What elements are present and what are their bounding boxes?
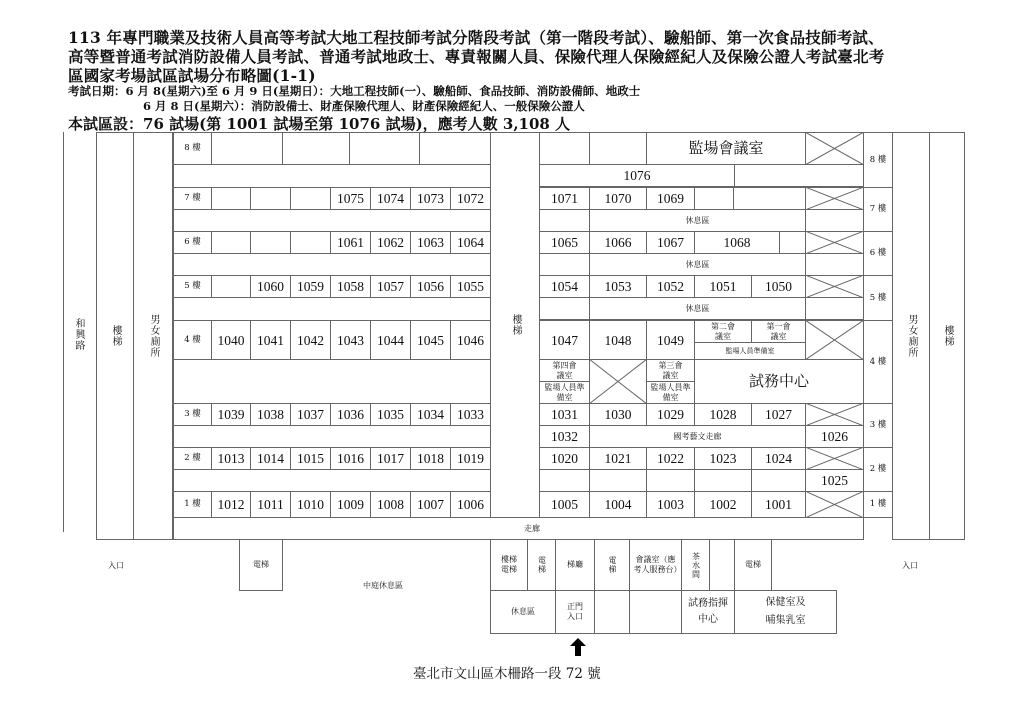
left-restroom bbox=[133, 132, 173, 540]
room-number: 1031 bbox=[551, 407, 578, 422]
exam-room bbox=[370, 491, 411, 518]
room-number: 1035 bbox=[377, 407, 404, 422]
road-line bbox=[63, 132, 64, 532]
art-corridor bbox=[589, 425, 806, 448]
room-1005 bbox=[539, 491, 590, 518]
room-number: 1067 bbox=[657, 235, 684, 250]
room-empty bbox=[589, 469, 647, 492]
exam-room bbox=[646, 275, 695, 298]
room-number: 1074 bbox=[377, 191, 404, 206]
room-1024 bbox=[751, 447, 806, 470]
corridor-label: 走廊 bbox=[524, 523, 540, 533]
room-number: 1045 bbox=[417, 332, 444, 348]
room-number: 1012 bbox=[217, 497, 245, 512]
page-title-line-3: 區國家考場試區試場分布略圖(1-1) bbox=[68, 66, 316, 85]
room-empty bbox=[539, 297, 590, 320]
room-empty bbox=[805, 253, 864, 276]
room-number: 1021 bbox=[604, 451, 632, 466]
room-empty bbox=[419, 132, 491, 165]
room-number: 1004 bbox=[604, 497, 632, 512]
floor-label-4 bbox=[173, 320, 212, 360]
exam-room bbox=[290, 403, 331, 426]
room-number: 1048 bbox=[604, 332, 632, 348]
room-number: 1059 bbox=[297, 279, 324, 294]
room-number: 1007 bbox=[417, 497, 444, 512]
elevator-lobby bbox=[555, 539, 595, 591]
rest-area-label: 休息區 bbox=[685, 303, 710, 313]
room-number: 1046 bbox=[457, 332, 484, 348]
arrow-up-icon bbox=[570, 638, 586, 656]
exam-room bbox=[410, 447, 451, 470]
art-corridor-label: 國考藝文走廊 bbox=[673, 431, 722, 441]
exam-room bbox=[370, 275, 411, 298]
exam-room bbox=[290, 491, 331, 518]
command-center-label: 試務指揮中心 bbox=[688, 598, 728, 625]
room-number: 1019 bbox=[457, 451, 484, 466]
room-empty bbox=[709, 539, 735, 591]
room-number: 1008 bbox=[377, 497, 404, 512]
cross-mark-icon bbox=[589, 359, 647, 404]
room-number: 1068 bbox=[723, 235, 751, 250]
cross-mark-icon bbox=[805, 403, 864, 426]
floor-label-text: 4 樓 bbox=[184, 334, 201, 345]
elevator-left-label: 電梯 bbox=[253, 560, 269, 569]
room-number: 1058 bbox=[337, 279, 364, 294]
floor-label-text: 1 樓 bbox=[869, 499, 887, 509]
exam-room bbox=[694, 275, 752, 298]
exam-room bbox=[370, 231, 411, 254]
exam-room bbox=[290, 275, 331, 298]
road-name: 和興路 bbox=[73, 318, 84, 351]
service-desk-label: 會議室（應考人服務台） bbox=[633, 555, 682, 574]
floor-label-4-right bbox=[863, 320, 893, 404]
room-number: 1039 bbox=[217, 407, 245, 422]
room-1002 bbox=[694, 491, 752, 518]
room-number: 1043 bbox=[337, 332, 364, 348]
room-number: 1050 bbox=[765, 279, 792, 294]
room-number: 1047 bbox=[551, 332, 578, 348]
room-number: 1015 bbox=[297, 451, 324, 466]
room-1031 bbox=[539, 403, 590, 426]
floor-label-text: 7 樓 bbox=[869, 204, 887, 214]
right-restroom bbox=[892, 132, 930, 540]
proctor-prep-label: 監場人員準備室 bbox=[544, 382, 585, 402]
left-stairs-label: 樓梯 bbox=[110, 325, 121, 347]
exam-room bbox=[646, 231, 695, 254]
proctor-prep-room-3 bbox=[646, 381, 695, 404]
meeting-room-4 bbox=[539, 359, 590, 382]
room-number: 1018 bbox=[417, 451, 444, 466]
corridor bbox=[173, 517, 864, 540]
room-number: 1070 bbox=[604, 191, 632, 206]
floor-label-text: 8 樓 bbox=[184, 143, 201, 153]
room-number: 1003 bbox=[657, 497, 684, 512]
right-stairs bbox=[929, 132, 965, 540]
floor-label-text: 7 樓 bbox=[184, 193, 201, 203]
exam-room bbox=[330, 231, 371, 254]
room-number: 1054 bbox=[551, 279, 578, 294]
room-number: 1026 bbox=[821, 429, 848, 444]
health-nursing-room bbox=[734, 590, 837, 634]
exam-room bbox=[450, 275, 491, 298]
exam-room bbox=[539, 231, 590, 254]
main-entrance bbox=[555, 590, 595, 634]
exam-room bbox=[694, 231, 780, 254]
exam-room bbox=[290, 231, 331, 254]
floor-label-1 bbox=[173, 491, 212, 518]
room-1049 bbox=[646, 320, 695, 360]
room-empty bbox=[594, 590, 630, 634]
cross-mark-icon bbox=[805, 275, 864, 298]
meeting-room-1-label: 第一會議室 bbox=[766, 321, 791, 341]
room-number: 1075 bbox=[337, 191, 364, 206]
room-number: 1040 bbox=[217, 332, 245, 348]
room-empty bbox=[539, 253, 590, 276]
rest-area-label: 休息區 bbox=[685, 259, 710, 269]
room-number: 1020 bbox=[551, 451, 578, 466]
floor-label-text: 8 樓 bbox=[869, 154, 887, 165]
page-title-line-2: 高等暨普通考試消防設備人員考試、普通考試地政士、專責報關人員、保險代理人保險經紀人及保險公證人考試臺北考 bbox=[68, 47, 885, 66]
room-empty bbox=[646, 469, 695, 492]
room-empty bbox=[539, 469, 590, 492]
exam-room bbox=[539, 187, 590, 210]
health-room-label: 保健室及哺集乳室 bbox=[765, 597, 806, 626]
floor-label-6 bbox=[173, 231, 212, 254]
proctor-prep-room-4 bbox=[539, 381, 590, 404]
floor-label-text: 2 樓 bbox=[184, 453, 201, 463]
right-stairs-label: 樓梯 bbox=[942, 325, 953, 347]
room-empty bbox=[282, 132, 350, 165]
exam-room bbox=[211, 231, 251, 254]
room-number: 1014 bbox=[257, 451, 284, 466]
room-number: 1057 bbox=[377, 279, 404, 294]
exam-room bbox=[370, 403, 411, 426]
page-title-line-1: 113 年專門職業及技術人員高等考試大地工程技師考試分階段考試（第一階段考試）、驗船師、第一次食品技師考試、 bbox=[68, 28, 884, 47]
right-restroom-label: 男女廁所 bbox=[906, 314, 917, 358]
room-number: 1044 bbox=[377, 332, 404, 348]
room-1003 bbox=[646, 491, 695, 518]
room-number: 1066 bbox=[604, 235, 632, 250]
tea-room bbox=[681, 539, 710, 591]
center-stairs bbox=[490, 132, 540, 518]
exam-room bbox=[450, 447, 491, 470]
exam-room bbox=[539, 275, 590, 298]
room-empty bbox=[805, 209, 864, 232]
room-number: 1009 bbox=[337, 497, 364, 512]
room-empty bbox=[629, 590, 682, 634]
room-1048 bbox=[589, 320, 647, 360]
room-1023 bbox=[694, 447, 752, 470]
room-empty bbox=[589, 132, 647, 165]
elevator-a bbox=[527, 539, 556, 591]
elevator-left bbox=[239, 539, 283, 591]
exam-room bbox=[370, 187, 411, 210]
exam-room bbox=[250, 447, 291, 470]
room-number: 1033 bbox=[457, 407, 484, 422]
room-number: 1073 bbox=[417, 191, 444, 206]
room-number: 1022 bbox=[657, 451, 684, 466]
elevator-b-label: 電梯 bbox=[608, 556, 617, 574]
exam-room bbox=[410, 187, 451, 210]
floor-label-text: 3 樓 bbox=[184, 409, 201, 419]
room-number: 1010 bbox=[297, 497, 324, 512]
room-number: 1037 bbox=[297, 407, 324, 422]
room-number: 1056 bbox=[417, 279, 444, 294]
room-number: 1016 bbox=[337, 451, 364, 466]
exam-room bbox=[589, 187, 647, 210]
room-empty bbox=[694, 469, 752, 492]
exam-room bbox=[250, 231, 291, 254]
elevator-a-label: 電梯 bbox=[537, 556, 547, 574]
room-number: 1038 bbox=[257, 407, 284, 422]
exam-room bbox=[211, 447, 251, 470]
floor-label-text: 6 樓 bbox=[184, 237, 201, 247]
room-number: 1002 bbox=[709, 497, 737, 512]
floor-label-3-right bbox=[863, 403, 893, 448]
room-number: 1034 bbox=[417, 407, 444, 422]
exam-room bbox=[751, 275, 806, 298]
left-restroom-label: 男女廁所 bbox=[148, 314, 159, 358]
room-number: 1029 bbox=[657, 407, 684, 422]
exam-command-center bbox=[681, 590, 735, 634]
stairs-elevator bbox=[490, 539, 528, 591]
room-number: 1024 bbox=[765, 451, 792, 466]
site-summary: 本試區設：76 試場(第 1001 試場至第 1076 試場)，應考人數 3,108 人 bbox=[68, 115, 571, 133]
room-number: 1055 bbox=[457, 279, 484, 294]
room-number: 1005 bbox=[551, 497, 578, 512]
exam-room bbox=[589, 275, 647, 298]
exam-room bbox=[450, 231, 491, 254]
exam-room bbox=[250, 187, 291, 210]
exam-room bbox=[589, 231, 647, 254]
rest-area bbox=[589, 253, 806, 276]
elevator-right bbox=[734, 539, 772, 591]
room-1028 bbox=[694, 403, 752, 426]
floor-label-7-right bbox=[863, 187, 893, 232]
meeting-room-1 bbox=[751, 320, 806, 343]
room-number: 1013 bbox=[217, 451, 245, 466]
room-number: 1023 bbox=[709, 451, 737, 466]
exam-room bbox=[779, 231, 806, 254]
proctor-meeting-room bbox=[646, 132, 806, 165]
exam-room bbox=[646, 187, 695, 210]
main-entrance-label: 正門入口 bbox=[567, 602, 583, 621]
exam-center-label: 試務中心 bbox=[748, 372, 809, 390]
meeting-room-2-label: 第二會議室 bbox=[711, 321, 735, 341]
exam-room bbox=[450, 491, 491, 518]
meeting-room-3-label: 第三會議室 bbox=[658, 360, 683, 380]
exam-room bbox=[733, 187, 806, 210]
address: 臺北市文山區木柵路一段 72 號 bbox=[413, 666, 601, 682]
exam-room bbox=[450, 187, 491, 210]
floor-label-text: 5 樓 bbox=[869, 292, 887, 303]
exam-room bbox=[290, 447, 331, 470]
tea-room-label: 茶水間 bbox=[691, 551, 701, 579]
room-number: 1036 bbox=[337, 407, 364, 422]
room-number: 1064 bbox=[457, 235, 484, 250]
floor-label-7 bbox=[173, 187, 212, 210]
floor-label-8-right bbox=[863, 132, 893, 188]
room-empty bbox=[805, 297, 864, 320]
exam-room bbox=[330, 275, 371, 298]
room-empty bbox=[539, 209, 590, 232]
room-number: 1052 bbox=[657, 279, 684, 294]
floor-label-5-right bbox=[863, 275, 893, 321]
exam-room bbox=[250, 403, 291, 426]
room-number: 1065 bbox=[551, 235, 578, 250]
exam-room bbox=[211, 187, 251, 210]
exam-room bbox=[410, 491, 451, 518]
meeting-room-4-label: 第四會議室 bbox=[552, 360, 577, 380]
exam-room bbox=[330, 320, 371, 360]
courtyard-rest-area: 中庭休息區 bbox=[363, 581, 403, 590]
exam-room bbox=[410, 231, 451, 254]
room-1076 bbox=[539, 164, 735, 187]
floor-label-2 bbox=[173, 447, 212, 470]
room-number: 1032 bbox=[551, 429, 578, 444]
exam-room bbox=[211, 275, 251, 298]
floor-label-5 bbox=[173, 275, 212, 298]
entrance-left: 入口 bbox=[108, 561, 124, 570]
exam-room bbox=[211, 491, 251, 518]
exam-date-line-1: 考試日期：6 月 8(星期六)至 6 月 9 日(星期日）：大地工程技師(一）、驗船師、食品技師、消防設備師、地政士 bbox=[68, 84, 641, 98]
room-number: 1053 bbox=[604, 279, 632, 294]
exam-room bbox=[450, 403, 491, 426]
room-1022 bbox=[646, 447, 695, 470]
meeting-room-2 bbox=[694, 320, 752, 343]
room-number: 1071 bbox=[551, 191, 578, 206]
exam-room bbox=[370, 320, 411, 360]
cross-mark-icon bbox=[805, 447, 864, 470]
center-stairs-label: 樓梯 bbox=[510, 314, 521, 336]
room-number: 1049 bbox=[657, 332, 684, 348]
room-number: 1061 bbox=[337, 235, 364, 250]
exam-room bbox=[694, 187, 734, 210]
room-number: 1069 bbox=[657, 191, 684, 206]
cross-mark-icon bbox=[805, 132, 864, 165]
floor-label-text: 5 樓 bbox=[184, 281, 201, 291]
proctor-prep-room-small bbox=[694, 342, 806, 360]
elevator-b bbox=[594, 539, 630, 591]
room-number: 1042 bbox=[297, 332, 324, 348]
floor-label-6-right bbox=[863, 231, 893, 276]
room-1004 bbox=[589, 491, 647, 518]
exam-date-line-2: 6 月 8 日(星期六）：消防設備士、財產保險代理人、財產保險經紀人、一般保險公證人 bbox=[143, 99, 585, 113]
elevator-lobby-label: 梯廳 bbox=[567, 560, 583, 569]
room-empty bbox=[751, 469, 806, 492]
room-number: 1051 bbox=[709, 279, 737, 294]
room-number: 1027 bbox=[765, 407, 792, 422]
room-number: 1041 bbox=[257, 332, 284, 348]
rest-area bbox=[589, 209, 806, 232]
floor-label-1-right bbox=[863, 491, 893, 518]
proctor-prep-label: 監場人員準備室 bbox=[650, 382, 691, 402]
room-1020 bbox=[539, 447, 590, 470]
proctor-prep-label: 監場人員準備室 bbox=[725, 346, 775, 355]
stairs-elevator-label: 樓梯電梯 bbox=[501, 555, 517, 574]
exam-room bbox=[410, 320, 451, 360]
floor-label-text: 2 樓 bbox=[869, 464, 887, 474]
exam-room bbox=[370, 447, 411, 470]
exam-room bbox=[250, 275, 291, 298]
room-1027 bbox=[751, 403, 806, 426]
meeting-room-3 bbox=[646, 359, 695, 382]
room-number: 1060 bbox=[257, 279, 284, 294]
exam-room bbox=[330, 187, 371, 210]
exam-room bbox=[330, 447, 371, 470]
room-1001 bbox=[751, 491, 806, 518]
rest-area-ground bbox=[490, 590, 556, 634]
exam-room bbox=[330, 491, 371, 518]
room-1032 bbox=[539, 425, 590, 448]
floor-label-2-right bbox=[863, 447, 893, 492]
floor-label-text: 6 樓 bbox=[869, 248, 887, 258]
exam-room bbox=[410, 403, 451, 426]
floor-label-text: 1 樓 bbox=[184, 499, 201, 509]
room-number: 1062 bbox=[377, 235, 404, 250]
exam-room bbox=[211, 320, 251, 360]
room-number: 1017 bbox=[377, 451, 404, 466]
floor-label-text: 4 樓 bbox=[869, 356, 887, 367]
cross-mark-icon bbox=[805, 187, 864, 210]
exam-room bbox=[211, 403, 251, 426]
room-number: 1006 bbox=[457, 497, 484, 512]
room-number: 1011 bbox=[257, 497, 284, 512]
exam-room bbox=[330, 403, 371, 426]
room-empty bbox=[539, 132, 590, 165]
floor-label-text: 3 樓 bbox=[869, 420, 887, 430]
cross-mark-icon bbox=[805, 491, 864, 518]
room-empty bbox=[211, 132, 283, 165]
room-1047 bbox=[539, 320, 590, 360]
cross-mark-icon bbox=[805, 231, 864, 254]
room-number: 1072 bbox=[457, 191, 484, 206]
proctor-meeting-room-label: 監場會議室 bbox=[688, 139, 764, 157]
exam-room bbox=[290, 320, 331, 360]
exam-room bbox=[290, 187, 331, 210]
floor-label-8 bbox=[173, 132, 212, 165]
rest-area-label: 休息區 bbox=[685, 215, 710, 225]
room-number: 1030 bbox=[604, 407, 632, 422]
room-1025 bbox=[805, 469, 864, 492]
room-1021 bbox=[589, 447, 647, 470]
elevator-right-label: 電梯 bbox=[745, 560, 761, 569]
room-number: 1025 bbox=[821, 473, 848, 488]
room-1026 bbox=[805, 425, 864, 448]
room-number: 1001 bbox=[765, 497, 792, 512]
floor-label-3 bbox=[173, 403, 212, 426]
rest-area-label: 休息區 bbox=[511, 607, 535, 616]
exam-room bbox=[410, 275, 451, 298]
exam-room bbox=[250, 320, 291, 360]
room-empty bbox=[734, 164, 864, 187]
room-empty bbox=[349, 132, 420, 165]
rest-area bbox=[589, 297, 806, 320]
entrance-right: 入口 bbox=[902, 561, 918, 570]
room-1029 bbox=[646, 403, 695, 426]
room-number: 1076 bbox=[623, 168, 651, 183]
left-stairs bbox=[96, 132, 134, 540]
room-number: 1063 bbox=[417, 235, 444, 250]
room-number: 1028 bbox=[709, 407, 737, 422]
exam-center bbox=[694, 359, 864, 404]
exam-room bbox=[250, 491, 291, 518]
cross-mark-icon bbox=[805, 320, 864, 360]
exam-room bbox=[450, 320, 491, 360]
room-1030 bbox=[589, 403, 647, 426]
meeting-room-service-desk bbox=[629, 539, 682, 591]
